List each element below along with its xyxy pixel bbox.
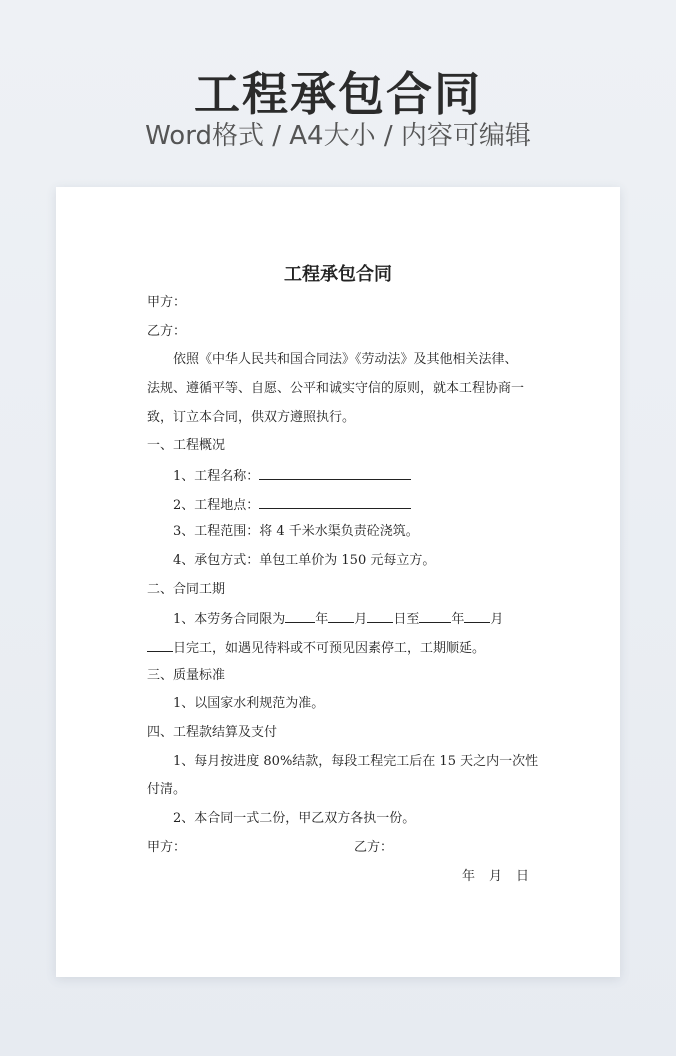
start-day-blank[interactable] bbox=[367, 609, 393, 623]
date-year-label: 年 bbox=[461, 869, 475, 884]
quality-standard-line: 1、以国家水利规范为准。 bbox=[173, 696, 325, 711]
project-name-label: 1、工程名称： bbox=[173, 469, 260, 484]
duration-continuation: 日完工，如遇见待料或不可预见因素停工，工期顺延。 bbox=[173, 641, 486, 656]
project-location-label: 2、工程地点： bbox=[173, 498, 260, 513]
signature-date bbox=[439, 868, 529, 886]
section-3-heading: 三、质量标准 bbox=[147, 668, 226, 683]
end-year-label: 年 bbox=[451, 612, 465, 627]
intro-paragraph-line-1: 依照《中华人民共和国合同法》《劳动法》及其他相关法律、 bbox=[173, 352, 518, 367]
document-title: 工程承包合同 bbox=[284, 264, 392, 285]
party-a-line: 甲方： bbox=[147, 295, 187, 310]
payment-line-1: 1、每月按进度 80%结款，每段工程完工后在 15 天之内一次性 bbox=[173, 754, 539, 769]
project-name-blank[interactable] bbox=[259, 466, 411, 480]
project-scope-line: 3、工程范围：将 4 千米水渠负责砼浇筑。 bbox=[173, 524, 419, 539]
banner-subtitle: Word格式 / A4大小 / 内容可编辑 bbox=[145, 121, 531, 151]
start-year-label: 年 bbox=[315, 612, 329, 627]
document-page bbox=[56, 187, 620, 977]
project-location-line bbox=[147, 495, 555, 515]
section-4-heading: 四、工程款结算及支付 bbox=[147, 725, 278, 740]
banner-title: 工程承包合同 bbox=[194, 67, 482, 121]
section-1-heading: 一、工程概况 bbox=[147, 438, 226, 453]
date-month-label: 月 bbox=[488, 869, 502, 884]
contract-method-line: 4、承包方式：单包工单价为 150 元每立方。 bbox=[173, 553, 436, 568]
date-day-label: 日 bbox=[515, 869, 529, 884]
duration-label: 1、本劳务合同限为 bbox=[173, 612, 286, 627]
end-day-blank[interactable] bbox=[147, 638, 173, 652]
copies-line: 2、本合同一式二份，甲乙双方各执一份。 bbox=[173, 811, 416, 826]
start-year-blank[interactable] bbox=[285, 609, 315, 623]
payment-line-2: 付清。 bbox=[147, 782, 187, 797]
end-year-blank[interactable] bbox=[419, 609, 451, 623]
signature-row bbox=[147, 839, 529, 857]
project-location-blank[interactable] bbox=[259, 495, 411, 509]
start-month-label: 月 bbox=[354, 612, 368, 627]
duration-line-1 bbox=[147, 609, 555, 629]
project-name-line bbox=[147, 466, 555, 486]
duration-line-2 bbox=[147, 638, 529, 658]
start-month-blank[interactable] bbox=[328, 609, 354, 623]
signature-party-b: 乙方： bbox=[354, 840, 394, 855]
start-day-label: 日至 bbox=[393, 612, 420, 627]
intro-paragraph-line-3: 致，订立本合同，供双方遵照执行。 bbox=[147, 410, 356, 425]
party-b-line: 乙方： bbox=[147, 324, 187, 339]
signature-party-a: 甲方： bbox=[147, 840, 187, 855]
end-month-blank[interactable] bbox=[464, 609, 490, 623]
end-month-label: 月 bbox=[490, 612, 504, 627]
section-2-heading: 二、合同工期 bbox=[147, 582, 226, 597]
intro-paragraph-line-2: 法规、遵循平等、自愿、公平和诚实守信的原则，就本工程协商一 bbox=[147, 381, 525, 396]
